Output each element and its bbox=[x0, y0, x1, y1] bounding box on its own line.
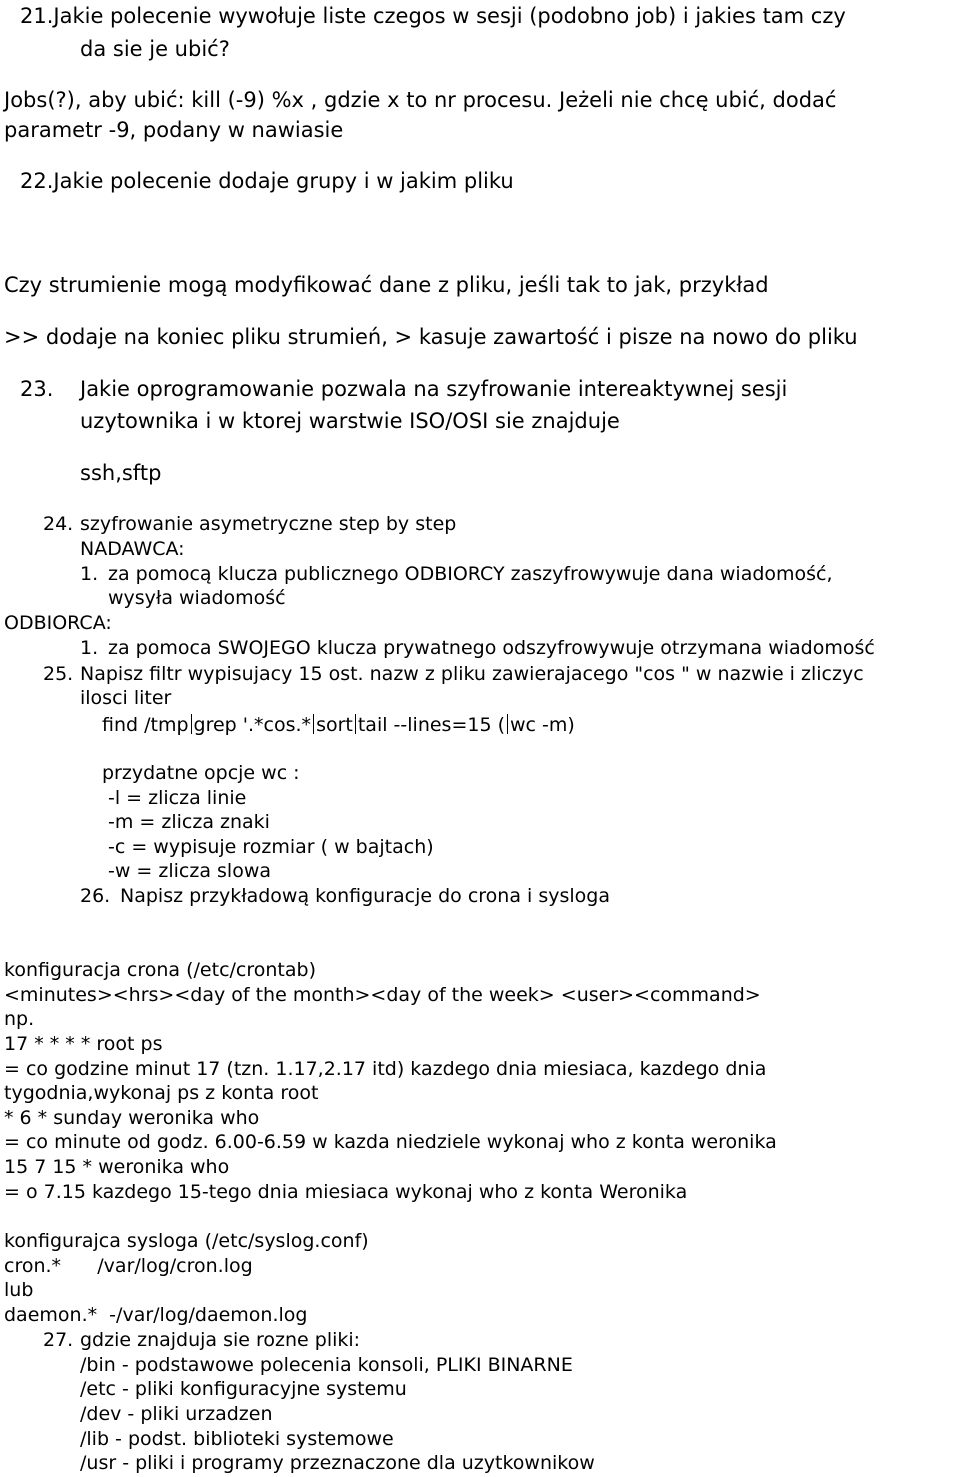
sender-label: NADAWCA: bbox=[80, 538, 185, 560]
pipe-separator bbox=[313, 714, 314, 734]
cron-line: = co minute od godz. 6.00-6.59 w kazda niedziele wykonaj who z konta weronika bbox=[4, 1131, 777, 1153]
sender-step-number: 1. bbox=[80, 563, 99, 585]
syslog-line: daemon.* -/var/log/daemon.log bbox=[4, 1304, 308, 1326]
q24-number: 24. bbox=[43, 513, 74, 535]
cron-line: = co godzine minut 17 (tzn. 1.17,2.17 itd) kazdego dnia miesiaca, kazdego dnia bbox=[4, 1058, 767, 1080]
cron-line: 15 7 15 * weronika who bbox=[4, 1156, 230, 1178]
path-item: /bin - podstawowe polecenia konsoli, PLIKI BINARNE bbox=[80, 1354, 573, 1376]
q22-question: 22.Jakie polecenie dodaje grupy i w jakim pliku bbox=[20, 169, 514, 193]
syslog-line: cron.* /var/log/cron.log bbox=[4, 1255, 253, 1277]
sender-step-line1: za pomocą klucza publicznego ODBIORCY zaszyfrowywuje dana wiadomość, bbox=[108, 563, 833, 585]
q23-question-line1: Jakie oprogramowanie pozwala na szyfrowanie intereaktywnej sesji bbox=[80, 377, 788, 401]
receiver-step: za pomoca SWOJEGO klucza prywatnego odszyfrowywuje otrzymana wiadomość bbox=[108, 637, 875, 659]
q25-number: 25. bbox=[43, 663, 74, 685]
q25-question-line2: ilosci liter bbox=[80, 687, 172, 709]
q21-answer-line2: parametr -9, podany w nawiasie bbox=[4, 118, 344, 142]
q27-title: gdzie znajduja sie rozne pliki: bbox=[80, 1329, 361, 1351]
q27-number: 27. bbox=[43, 1329, 74, 1351]
pipeline-command bbox=[102, 714, 575, 735]
q26-question: Napisz przykładową konfiguracje do crona i sysloga bbox=[120, 885, 611, 907]
path-item: /etc - pliki konfiguracyjne systemu bbox=[80, 1378, 407, 1400]
cmd-wc: wc -m) bbox=[510, 714, 575, 736]
syslog-line: lub bbox=[4, 1279, 34, 1301]
cmd-tail: tail --lines=15 ( bbox=[357, 714, 505, 736]
q26-number: 26. bbox=[80, 885, 111, 907]
cmd-grep: grep '.*cos.* bbox=[193, 714, 312, 736]
wc-option: -c = wypisuje rozmiar ( w bajtach) bbox=[108, 836, 434, 858]
q21-question-line2: da sie je ubić? bbox=[80, 37, 230, 61]
q24-title: szyfrowanie asymetryczne step by step bbox=[80, 513, 457, 535]
wc-options-title: przydatne opcje wc : bbox=[102, 762, 300, 784]
syslog-line: konfigurajca sysloga (/etc/syslog.conf) bbox=[4, 1230, 369, 1252]
cron-line: tygodnia,wykonaj ps z konta root bbox=[4, 1082, 319, 1104]
cron-line: np. bbox=[4, 1008, 35, 1030]
cron-line: konfiguracja crona (/etc/crontab) bbox=[4, 959, 316, 981]
q23-number: 23. bbox=[20, 377, 54, 401]
pipe-separator bbox=[507, 714, 508, 734]
streams-question: Czy strumienie mogą modyfikować dane z pliku, jeśli tak to jak, przykład bbox=[4, 273, 769, 297]
q21-answer-line1: Jobs(?), aby ubić: kill (-9) %x , gdzie x to nr procesu. Jeżeli nie chcę ubić, dodać bbox=[4, 88, 837, 112]
streams-answer: >> dodaje na koniec pliku strumień, > kasuje zawartość i pisze na nowo do pliku bbox=[4, 325, 858, 349]
wc-option: -m = zlicza znaki bbox=[108, 811, 270, 833]
cron-line: 17 * * * * root ps bbox=[4, 1033, 163, 1055]
receiver-label: ODBIORCA: bbox=[4, 612, 112, 634]
cron-line: = o 7.15 kazdego 15-tego dnia miesiaca wykonaj who z konta Weronika bbox=[4, 1181, 688, 1203]
q23-answer: ssh,sftp bbox=[80, 461, 162, 485]
receiver-step-number: 1. bbox=[80, 637, 99, 659]
wc-option: -l = zlicza linie bbox=[108, 787, 247, 809]
cmd-find: find /tmp bbox=[102, 714, 189, 736]
pipe-separator bbox=[355, 714, 356, 734]
q21-question-line1: 21.Jakie polecenie wywołuje liste czegos w sesji (podobno job) i jakies tam czy bbox=[20, 4, 846, 28]
cron-line: <minutes><hrs><day of the month><day of the week> <user><command> bbox=[4, 984, 761, 1006]
sender-step-line2: wysyła wiadomość bbox=[108, 587, 286, 609]
path-item: /usr - pliki i programy przeznaczone dla uzytkownikow bbox=[80, 1452, 595, 1474]
path-item: /dev - pliki urzadzen bbox=[80, 1403, 273, 1425]
path-item: /lib - podst. biblioteki systemowe bbox=[80, 1428, 394, 1450]
q23-question-line2: uzytownika i w ktorej warstwie ISO/OSI sie znajduje bbox=[80, 409, 620, 433]
cmd-sort: sort bbox=[316, 714, 353, 736]
q25-question-line1: Napisz filtr wypisujacy 15 ost. nazw z pliku zawierajacego "cos " w nazwie i zliczyc bbox=[80, 663, 864, 685]
wc-option: -w = zlicza slowa bbox=[108, 860, 272, 882]
cron-line: * 6 * sunday weronika who bbox=[4, 1107, 260, 1129]
pipe-separator bbox=[191, 714, 192, 734]
